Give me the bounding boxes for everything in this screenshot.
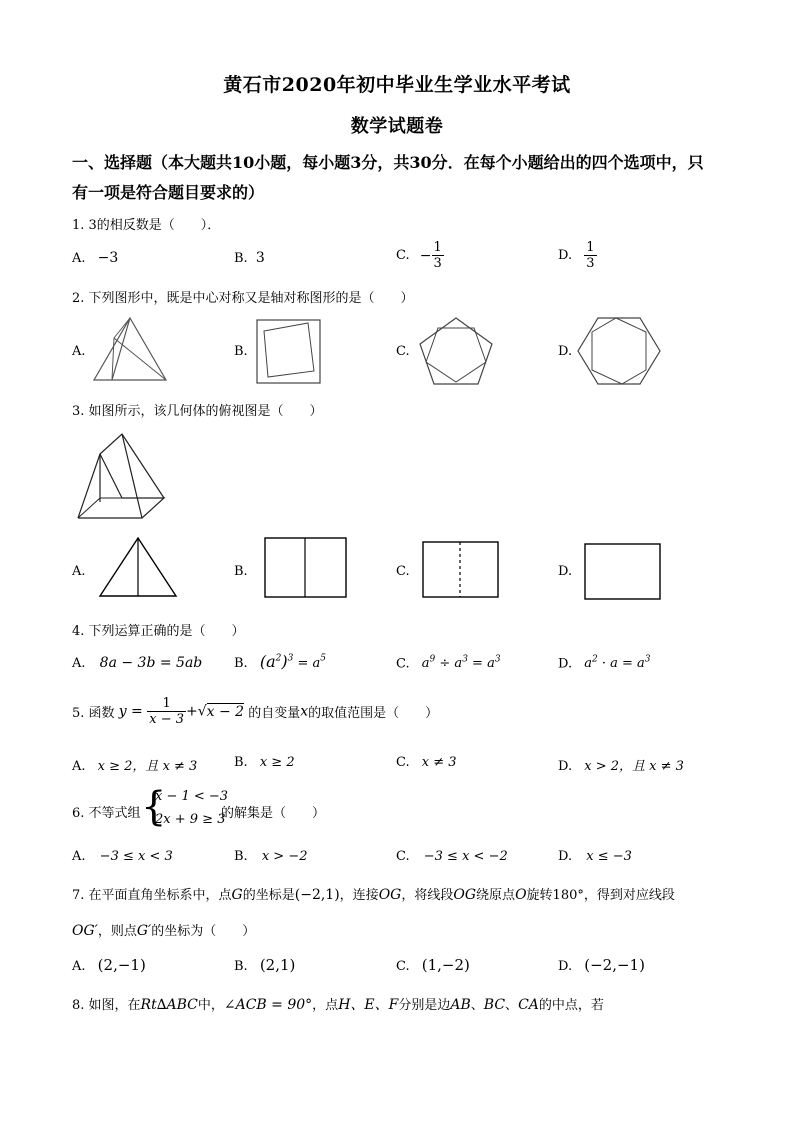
q1-option-a-value: −3 <box>97 250 119 266</box>
q3-figure-b-rect-solid <box>264 537 348 599</box>
q3-stem: 3. 如图所示，该几何体的俯视图是（ ） <box>72 404 323 419</box>
q4-stem: 4. 下列运算正确的是（ ） <box>72 624 245 639</box>
q6-option-c-value: −3 ≤ x < −2 <box>423 849 508 864</box>
q1-option-c-label: C. <box>396 248 410 263</box>
q6-option-a-label: A. <box>72 849 86 864</box>
section-heading-line2: 有一项是符合题目要求的） <box>72 183 265 202</box>
q7-option-d-value: (−2,−1) <box>584 956 645 974</box>
q1-option-c[interactable] <box>396 240 444 271</box>
q6-option-c[interactable] <box>396 849 508 864</box>
q7-option-c[interactable] <box>396 956 470 974</box>
q3-option-c-label[interactable]: C. <box>396 564 410 579</box>
q2-figure-b-square <box>256 319 322 385</box>
q4-option-b-label: B. <box>234 656 248 671</box>
q6-brace: { <box>141 784 167 830</box>
section-heading-line1: 一、选择题（本大题共10小题，每小题3分，共30分．在每个小题给出的四个选项中，只 <box>72 153 704 172</box>
q8-stem: 8. 如图，在Rt∆ABC中，∠ACB = 90°，点H、E、F分别是边AB、BC、CA的中点，若 <box>72 997 604 1013</box>
q6-stem-pre: 6. 不等式组 <box>72 806 141 821</box>
q4-option-c-label: C. <box>396 656 410 672</box>
q4-option-b-expr: $(a^2)^3 = a^5$ <box>259 652 326 671</box>
q4-option-d-expr: $a^2 \cdot a = a^3$ <box>584 655 651 672</box>
q1-option-a-label: A. <box>72 251 86 266</box>
q1-option-d-denominator: 3 <box>586 256 595 271</box>
q6-inequality-1: x − 1 < −3 <box>155 789 229 804</box>
q1-option-d-fraction <box>584 240 596 271</box>
q3-option-b-label[interactable]: B. <box>234 564 248 579</box>
q7-option-a-value: (2,−1) <box>97 956 146 974</box>
q1-stem: 1. 3的相反数是（ ）． <box>72 218 221 233</box>
q5-sqrt: x − 2 <box>206 703 245 720</box>
q5-var: x <box>300 703 309 720</box>
q7-option-c-label: C. <box>396 959 410 974</box>
q4-option-a-expr: 8a − 3b = 5ab <box>99 655 203 671</box>
q4-option-b[interactable] <box>234 652 326 671</box>
q5-y: y = <box>118 703 148 720</box>
q5-stem-post-a: 的自变量 <box>248 706 301 721</box>
q4-option-d-label: D. <box>558 656 573 672</box>
q2-figure-d-hexagon <box>576 316 662 386</box>
q7-option-d[interactable] <box>558 956 645 974</box>
q2-figure-c-pentagon <box>418 316 494 386</box>
q7-option-b[interactable] <box>234 956 295 974</box>
q3-option-a-label[interactable]: A. <box>72 564 86 579</box>
q4-option-a-label: A. <box>72 656 86 671</box>
q1-option-b-value: 3 <box>255 250 265 266</box>
q6-option-b[interactable] <box>234 849 307 864</box>
q2-option-b-label[interactable]: B. <box>234 344 248 359</box>
q1-option-c-sign: − <box>419 247 432 264</box>
q7-option-b-value: (2,1) <box>259 956 296 974</box>
q1-option-d-label: D. <box>558 248 573 263</box>
q6-option-b-label: B. <box>234 849 248 864</box>
q5-option-a-label: A. <box>72 759 86 774</box>
q1-option-d-numerator: 1 <box>586 240 595 255</box>
q5-option-b-label: B. <box>234 755 248 770</box>
q2-option-d-label[interactable]: D. <box>558 344 573 359</box>
q4-option-d[interactable] <box>558 655 651 671</box>
q6-inequality-2: 2x + 9 ≥ 3 <box>155 812 226 827</box>
q7-option-d-label: D. <box>558 959 573 974</box>
q6-stem-post: 的解集是（ ） <box>221 806 326 821</box>
q6-option-a-value: −3 ≤ x < 3 <box>99 849 173 864</box>
q6-option-b-value: x > −2 <box>261 849 308 864</box>
q2-figure-a-triangle <box>92 316 170 384</box>
q3-solid-figure <box>76 432 168 522</box>
q7-option-c-value: (1,−2) <box>421 956 470 974</box>
q4-option-c-expr: $a^9 \div a^3 = a^3$ <box>421 655 501 672</box>
q4-option-a[interactable] <box>72 655 202 671</box>
q7-option-b-label: B. <box>234 959 248 974</box>
q5-fraction: $\frac{1}{x - 3}$ <box>149 696 184 727</box>
q6-option-c-label: C. <box>396 849 410 864</box>
q3-option-d-label[interactable]: D. <box>558 564 573 579</box>
q1-option-c-fraction <box>432 240 444 271</box>
q2-option-a-label[interactable]: A. <box>72 344 86 359</box>
q1-option-d[interactable] <box>558 240 597 271</box>
q5-option-a[interactable] <box>72 755 197 774</box>
q1-option-b[interactable] <box>234 250 265 266</box>
q5-option-c-value: x ≠ 3 <box>421 755 457 770</box>
q5-option-b[interactable] <box>234 755 295 770</box>
q6-option-d[interactable] <box>558 849 632 864</box>
q3-figure-c-rect-dashed <box>422 541 500 599</box>
q2-option-c-label[interactable]: C. <box>396 344 410 359</box>
q6-option-d-value: x ≤ −3 <box>586 849 632 864</box>
q5-option-c[interactable] <box>396 755 457 770</box>
q4-option-c[interactable] <box>396 655 501 671</box>
q1-option-c-numerator: 1 <box>433 240 442 255</box>
q5-option-d-label: D. <box>558 759 573 774</box>
q5-stem-pre: 5. 函数 <box>72 706 115 721</box>
q5-option-d-value: x > 2，且 x ≠ 3 <box>584 759 684 774</box>
q5-stem: 5. 函数 y = $\frac{1}{x - 3}$ +√x − 2 的自变量x的取值范围是（ ） <box>72 696 439 727</box>
q1-option-c-denominator: 3 <box>433 256 442 271</box>
q2-stem: 2. 下列图形中，既是中心对称又是轴对称图形的是（ ） <box>72 291 414 306</box>
q5-option-a-value: x ≥ 2，且 x ≠ 3 <box>97 759 198 774</box>
q1-option-b-label: B. <box>234 251 248 266</box>
q5-stem-post-b: 的取值范围是（ ） <box>308 706 439 721</box>
q1-option-a[interactable] <box>72 250 118 266</box>
q6-option-d-label: D. <box>558 849 573 864</box>
q5-option-d[interactable] <box>558 755 684 774</box>
q3-figure-a-triangle <box>98 536 178 598</box>
q5-plus: + <box>186 703 198 720</box>
page-title: 黄石市2020年初中毕业生学业水平考试 <box>223 74 571 96</box>
q7-stem-line2: OG′，则点G′的坐标为（ ） <box>72 923 256 939</box>
q7-option-a[interactable] <box>72 956 146 974</box>
page-subtitle: 数学试题卷 <box>350 116 444 137</box>
q3-figure-d-rect <box>584 543 662 601</box>
q7-stem-line1: 7. 在平面直角坐标系中，点G的坐标是(−2,1)，连接OG，将线段OG绕原点O旋转180°，得到对应线段 <box>72 887 675 903</box>
q6-option-a[interactable] <box>72 849 173 864</box>
q5-option-c-label: C. <box>396 755 410 770</box>
q7-option-a-label: A. <box>72 959 86 974</box>
q5-option-b-value: x ≥ 2 <box>259 755 295 770</box>
